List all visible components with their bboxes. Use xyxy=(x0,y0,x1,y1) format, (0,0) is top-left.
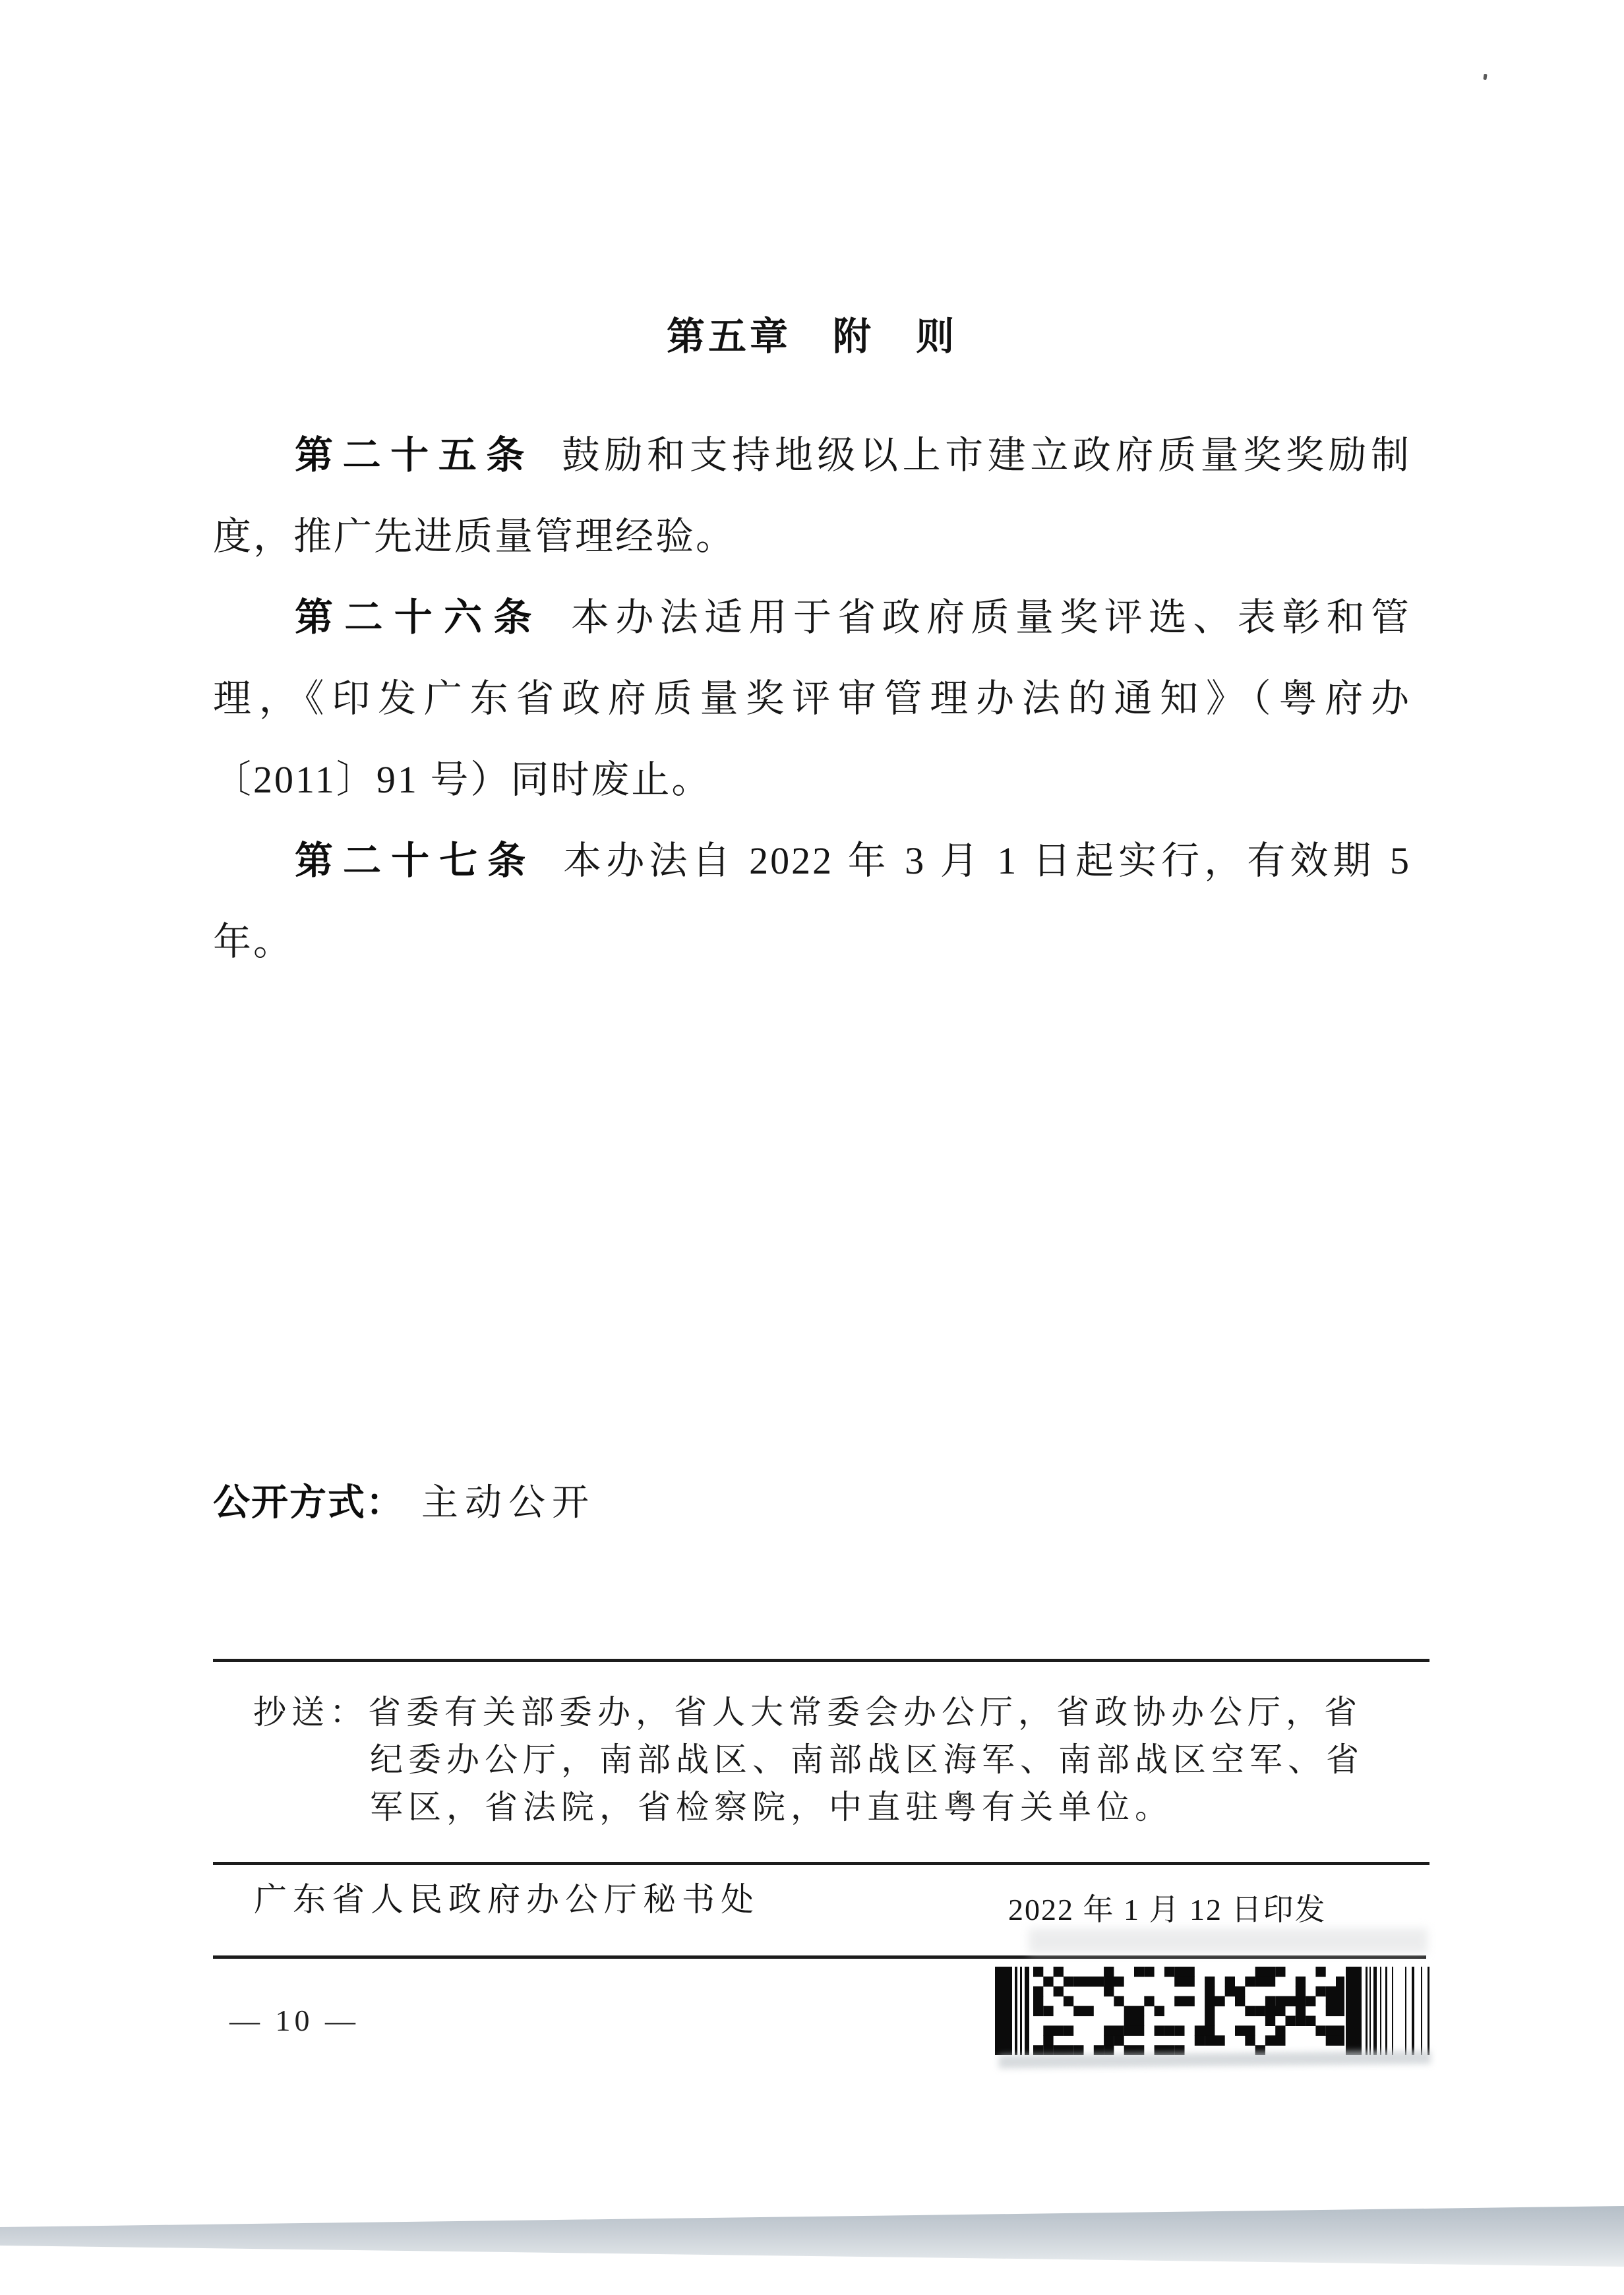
copy-to-line: 纪委办公厅，南部战区、南部战区海军、南部战区空军、省 xyxy=(370,1741,1364,1778)
article-number: 第二十七条 xyxy=(295,839,536,882)
issuing-office: 广东省人民政府办公厅秘书处 xyxy=(254,1881,760,1918)
separator-rule-bottom xyxy=(213,1955,1426,1959)
separator-rule-top xyxy=(213,1659,1429,1662)
article-number: 第二十五条 xyxy=(295,434,534,477)
scan-speck xyxy=(1483,74,1487,80)
paper-edge-shadow xyxy=(0,2202,1624,2268)
body-line: 〔2011〕91 号）同时废止。 xyxy=(213,758,712,801)
copy-to-line: 抄送：省委有关部委办，省人大常委会办公厅，省政协办公厅，省 xyxy=(253,1694,1362,1731)
pdf417-barcode xyxy=(995,1967,1430,2055)
chapter-title: 第五章 附 则 xyxy=(666,315,957,358)
body-line: 年。 xyxy=(213,920,294,963)
body-line: 理，《印发广东省政府质量奖评审管理办法的通知》（粤府办 xyxy=(213,677,1411,720)
separator-rule-middle xyxy=(213,1862,1429,1865)
disclosure-label: 公开方式： xyxy=(213,1483,404,1524)
article-number: 第二十六条 xyxy=(295,596,543,639)
print-date: 2022 年 1 月 12 日印发 xyxy=(1008,1893,1327,1926)
disclosure-line xyxy=(213,1485,595,1522)
disclosure-value: 主动公开 xyxy=(421,1483,595,1524)
body-line: 度，推广先进质量管理经验。 xyxy=(213,515,737,558)
scan-smudge xyxy=(1029,1928,1428,1953)
body-line: 第二十六条 本办法适用于省政府质量奖评选、表彰和管 xyxy=(295,596,1411,639)
body-line: 第二十七条 本办法自 2022 年 3 月 1 日起实行，有效期 5 xyxy=(295,839,1411,882)
body-line: 第二十五条 鼓励和支持地级以上市建立政府质量奖奖励制 xyxy=(295,434,1411,477)
page-number: — 10 — xyxy=(229,2004,359,2037)
copy-to-line: 军区，省法院，省检察院，中直驻粤有关单位。 xyxy=(370,1789,1173,1826)
